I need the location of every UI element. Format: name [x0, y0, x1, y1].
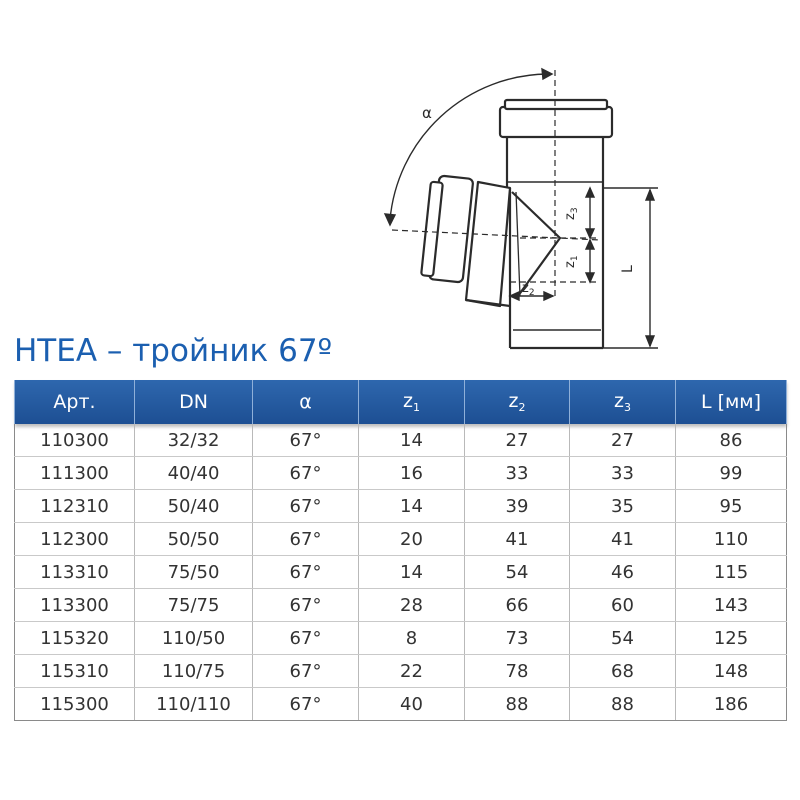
cell-col-z2: 78 — [465, 655, 570, 688]
header-label: z — [403, 390, 413, 412]
table-row — [15, 655, 787, 688]
cell-col-z1: 40 — [359, 688, 465, 721]
cell-col-length: 125 — [676, 622, 787, 655]
cell-col-alpha: 67° — [253, 490, 359, 523]
table-row — [15, 556, 787, 589]
cell-col-dn: 110/75 — [135, 655, 253, 688]
header-col-z1 — [359, 380, 465, 424]
cell-col-dn: 32/32 — [135, 424, 253, 457]
cell-col-z3: 33 — [570, 457, 676, 490]
cell-col-z3: 46 — [570, 556, 676, 589]
cell-col-z2: 27 — [465, 424, 570, 457]
cell-col-dn: 110/110 — [135, 688, 253, 721]
cell-col-z1: 16 — [359, 457, 465, 490]
cell-col-z1: 14 — [359, 556, 465, 589]
header-label: z — [614, 390, 624, 412]
cell-col-alpha: 67° — [253, 556, 359, 589]
cell-col-alpha: 67° — [253, 622, 359, 655]
table-row — [15, 490, 787, 523]
cell-col-dn: 75/50 — [135, 556, 253, 589]
cell-col-z1: 14 — [359, 424, 465, 457]
tee-fitting-drawing — [370, 60, 670, 360]
cell-col-length: 186 — [676, 688, 787, 721]
cell-col-length: 95 — [676, 490, 787, 523]
cell-col-length: 148 — [676, 655, 787, 688]
cell-col-art: 113310 — [15, 556, 135, 589]
cell-col-alpha: 67° — [253, 457, 359, 490]
cell-col-art: 115320 — [15, 622, 135, 655]
cell-col-length: 86 — [676, 424, 787, 457]
cell-col-art: 115300 — [15, 688, 135, 721]
table-row — [15, 523, 787, 556]
cell-col-dn: 40/40 — [135, 457, 253, 490]
cell-col-art: 113300 — [15, 589, 135, 622]
cell-col-z3: 27 — [570, 424, 676, 457]
table-row — [15, 424, 787, 457]
cell-col-z2: 54 — [465, 556, 570, 589]
header-label: Арт. — [53, 391, 96, 413]
header-label: z — [508, 390, 519, 412]
cell-col-art: 111300 — [15, 457, 135, 490]
page-title: HTEA – тройник 67º — [14, 333, 333, 369]
cell-col-alpha: 67° — [253, 424, 359, 457]
header-subscript: 2 — [518, 401, 526, 414]
z2-label: $z_2$ — [522, 281, 535, 298]
header-col-art — [15, 380, 135, 424]
cell-col-z3: 88 — [570, 688, 676, 721]
cell-col-z2: 88 — [465, 688, 570, 721]
cell-col-dn: 50/40 — [135, 490, 253, 523]
z3-label: $z_3$ — [563, 207, 580, 220]
cell-col-z2: 41 — [465, 523, 570, 556]
alpha-label: α — [422, 104, 432, 122]
header-col-dn — [135, 380, 253, 424]
header-subscript: 3 — [623, 401, 631, 414]
cell-col-z1: 14 — [359, 490, 465, 523]
cell-col-z1: 22 — [359, 655, 465, 688]
cell-col-z2: 39 — [465, 490, 570, 523]
cell-col-z3: 68 — [570, 655, 676, 688]
header-col-z2 — [465, 380, 570, 424]
table-row — [15, 589, 787, 622]
cell-col-z1: 28 — [359, 589, 465, 622]
cell-col-length: 99 — [676, 457, 787, 490]
cell-col-alpha: 67° — [253, 688, 359, 721]
table-row — [15, 622, 787, 655]
header-col-alpha — [253, 380, 359, 424]
cell-col-art: 115310 — [15, 655, 135, 688]
cell-col-z1: 20 — [359, 523, 465, 556]
header-col-z3 — [570, 380, 676, 424]
z1-label: $z_1$ — [563, 255, 580, 268]
cell-col-z2: 66 — [465, 589, 570, 622]
cell-col-z3: 60 — [570, 589, 676, 622]
table-row — [15, 457, 787, 490]
cell-col-art: 110300 — [15, 424, 135, 457]
cell-col-length: 110 — [676, 523, 787, 556]
cell-col-length: 115 — [676, 556, 787, 589]
cell-col-z3: 35 — [570, 490, 676, 523]
table-header-row — [15, 380, 787, 424]
cell-col-dn: 75/75 — [135, 589, 253, 622]
header-label: L [мм] — [700, 391, 762, 413]
cell-col-alpha: 67° — [253, 523, 359, 556]
header-label: DN — [179, 391, 208, 413]
cell-col-art: 112300 — [15, 523, 135, 556]
cell-col-dn: 110/50 — [135, 622, 253, 655]
cell-col-length: 143 — [676, 589, 787, 622]
spec-table — [14, 380, 787, 721]
table-body — [15, 424, 787, 721]
cell-col-art: 112310 — [15, 490, 135, 523]
cell-col-alpha: 67° — [253, 655, 359, 688]
cell-col-z3: 41 — [570, 523, 676, 556]
cell-col-z1: 8 — [359, 622, 465, 655]
cell-col-alpha: 67° — [253, 589, 359, 622]
L-label: L — [620, 265, 636, 273]
table-row — [15, 688, 787, 721]
header-col-length — [676, 380, 787, 424]
header-subscript: 1 — [412, 401, 420, 414]
cell-col-z2: 73 — [465, 622, 570, 655]
cell-col-dn: 50/50 — [135, 523, 253, 556]
cell-col-z3: 54 — [570, 622, 676, 655]
header-label: α — [299, 391, 312, 413]
cell-col-z2: 33 — [465, 457, 570, 490]
